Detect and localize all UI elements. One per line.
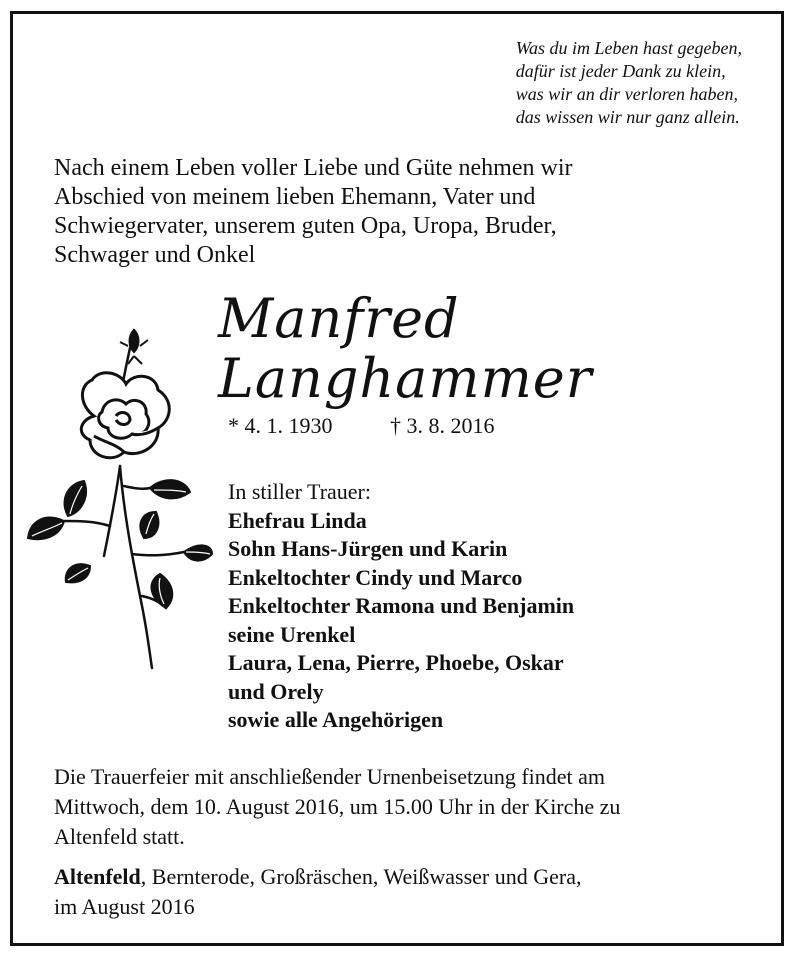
poem-line: das wissen wir nur ganz allein.: [515, 107, 740, 127]
ceremony-line: Die Trauerfeier mit anschließender Urnenbeisetzung findet am: [54, 764, 606, 789]
mourner-line: und Orely: [228, 678, 324, 704]
intro-line: Schwiegervater, unserem guten Opa, Uropa, Bruder,: [54, 213, 557, 239]
ceremony-line: Altenfeld statt.: [54, 824, 185, 849]
ceremony-line: Mittwoch, dem 10. August 2016, um 15.00 Uhr in der Kirche zu: [54, 794, 621, 819]
other-places: , Bernterode, Großräschen, Weißwasser und Gera,: [140, 864, 582, 889]
mourner-line: Ehefrau Linda: [228, 507, 367, 533]
birth-date: * 4. 1. 1930: [228, 413, 333, 438]
places-line: [54, 862, 744, 892]
mourners-header: In stiller Trauer:: [228, 479, 371, 504]
poem-line: was wir an dir verloren haben,: [515, 84, 739, 104]
mourner-line: Enkeltochter Ramona und Benjamin: [228, 593, 575, 618]
home-town: Altenfeld: [54, 864, 141, 889]
mourner-line: seine Urenkel: [228, 621, 356, 647]
rose-icon: [24, 316, 214, 676]
mourner-line: sowie alle Angehörigen: [228, 707, 444, 732]
notice-date: im August 2016: [54, 894, 195, 919]
deceased-first-name: Manfred: [218, 287, 460, 350]
poem-line: Was du im Leben hast gegeben,: [515, 38, 742, 58]
intro-line: Nach einem Leben voller Liebe und Güte nehmen wir: [54, 155, 573, 181]
mourner-line: Sohn Hans-Jürgen und Karin: [228, 536, 508, 561]
deceased-last-name: Langhammer: [218, 347, 593, 410]
poem: [516, 37, 742, 129]
ceremony-text: [54, 762, 744, 852]
places-and-date: [54, 862, 744, 922]
mourner-line: Enkeltochter Cindy und Marco: [228, 564, 523, 590]
mourners-list: [228, 478, 574, 735]
intro-line: Abschied von meinem lieben Ehemann, Vater und: [54, 184, 536, 210]
intro-text: [54, 154, 734, 270]
poem-line: dafür ist jeder Dank zu klein,: [515, 61, 726, 81]
death-date: † 3. 8. 2016: [390, 413, 495, 438]
life-dates: [228, 412, 495, 440]
intro-line: Schwager und Onkel: [54, 242, 256, 268]
mourner-line: Laura, Lena, Pierre, Phoebe, Oskar: [228, 650, 564, 675]
